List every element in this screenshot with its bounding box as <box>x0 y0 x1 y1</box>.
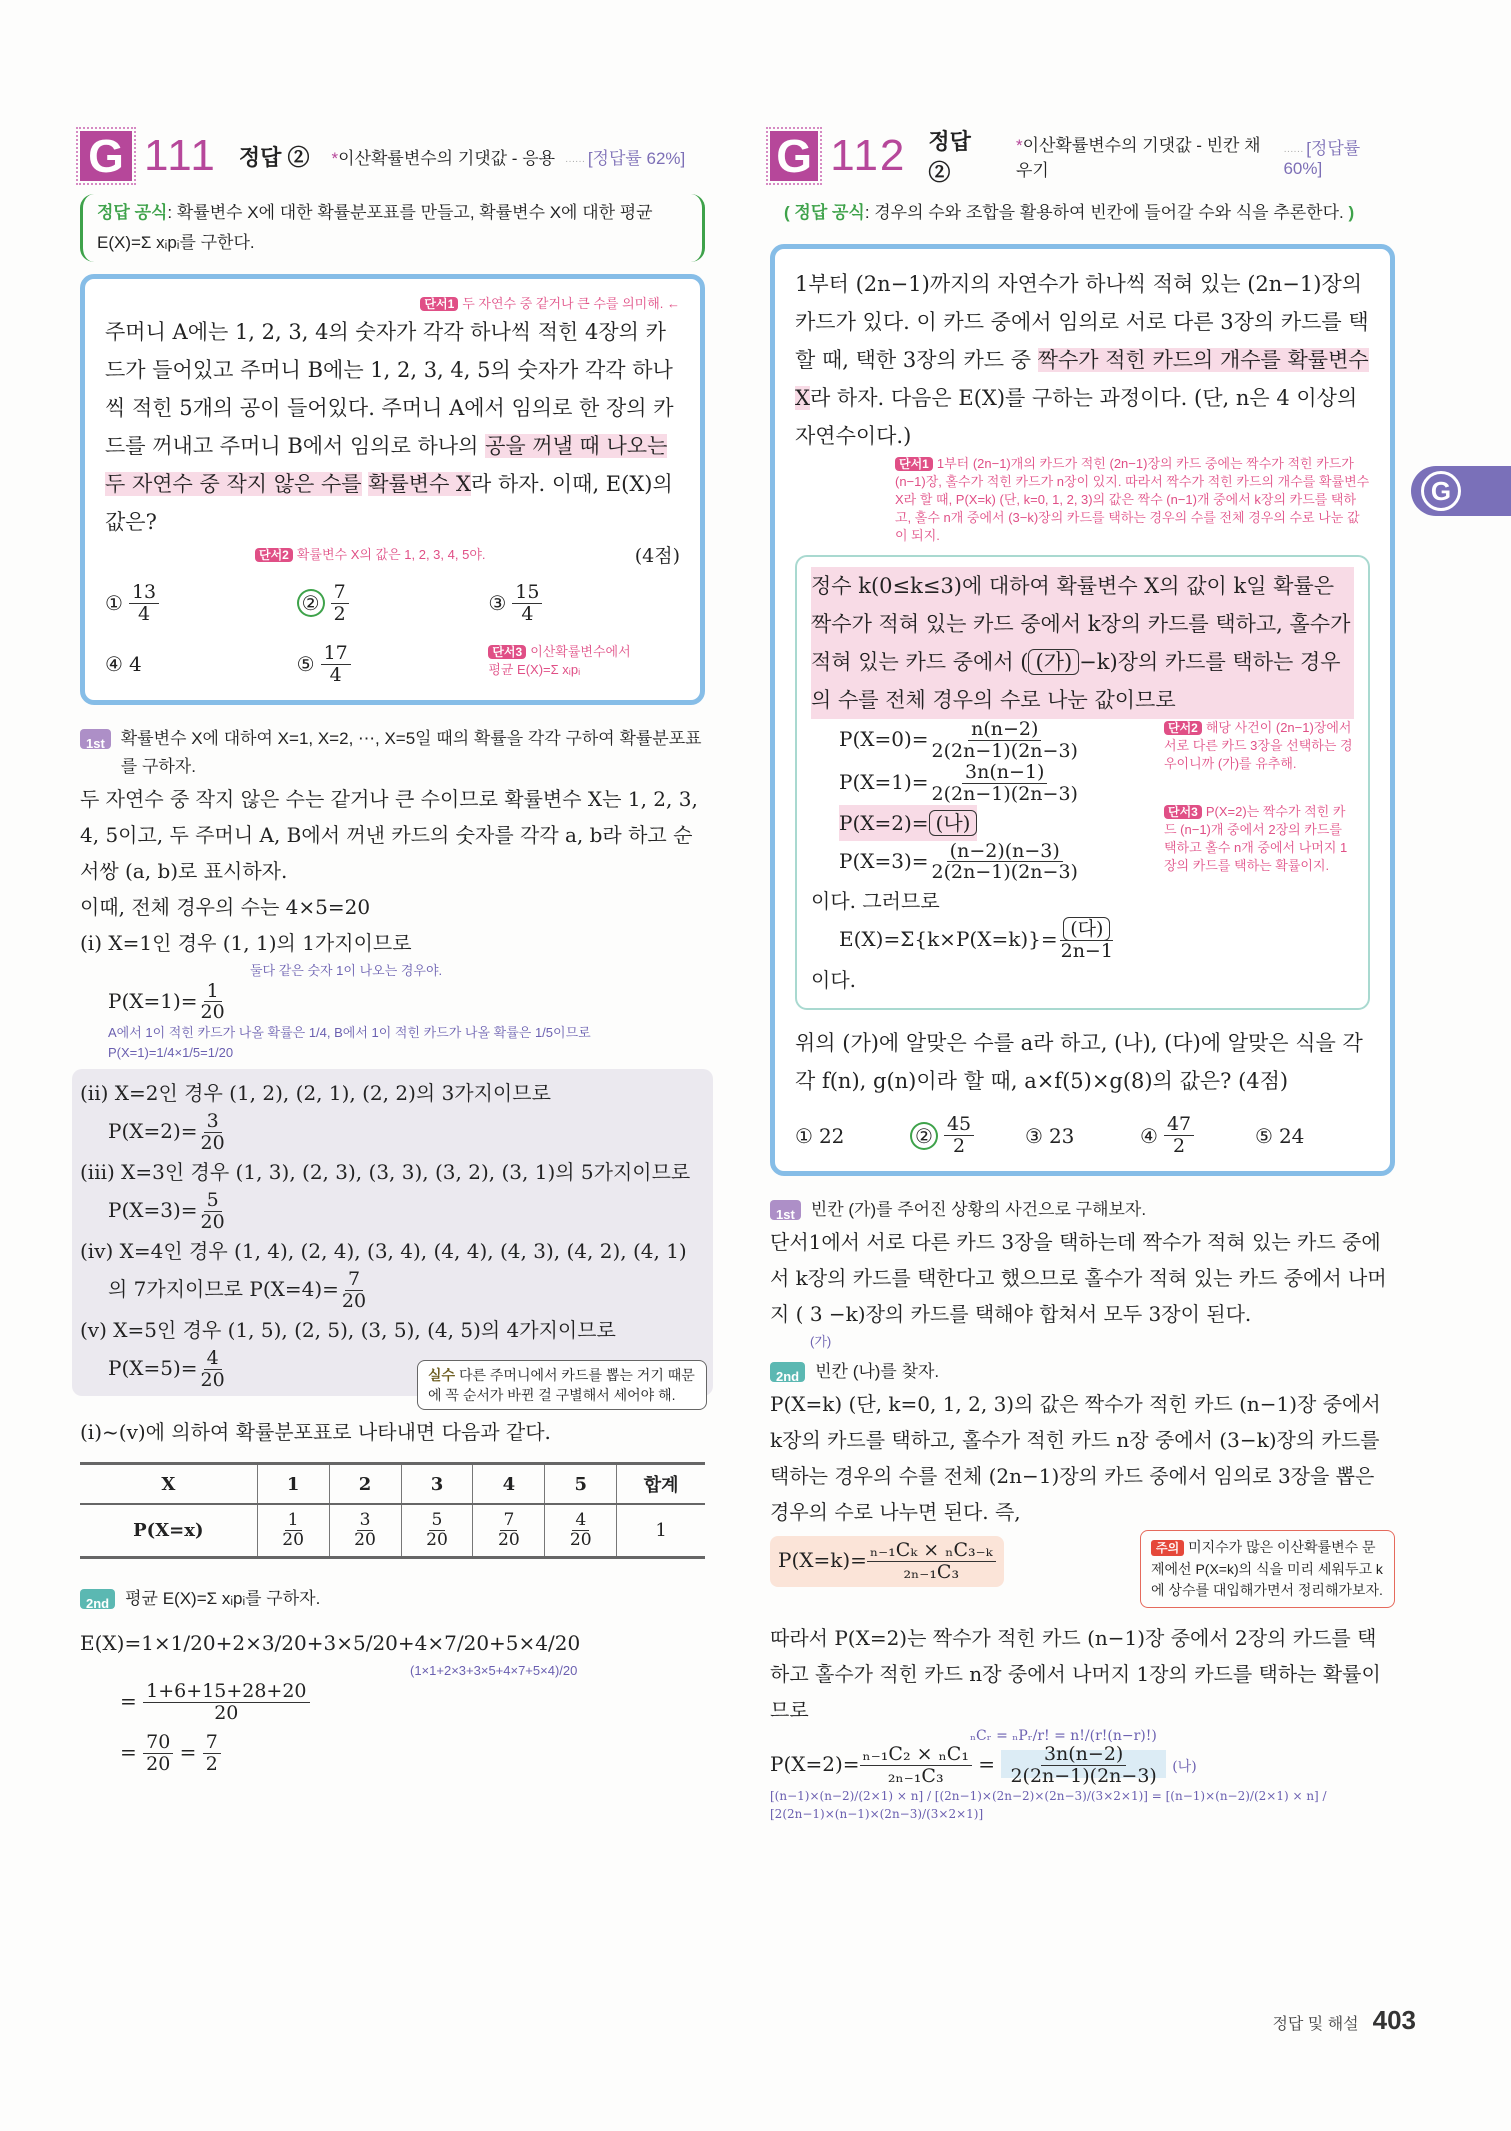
choices <box>795 1114 1370 1157</box>
hint-1: 단서1 두 자연수 중 같거나 큰 수를 의미해. ← <box>105 295 680 313</box>
problem-header: G 112 정답 ② *이산확률변수의 기댓값 - 빈칸 채우기 ······ [정답률 60%] <box>770 130 1395 182</box>
step-1: 1st 빈칸 (가)를 주어진 상황의 사건으로 구해보자. <box>770 1196 1395 1224</box>
mistake-callout: 실수 다른 주머니에서 카드를 뽑는 거기 때문에 꼭 순서가 바뀐 걸 구별해서 세어야 해. <box>417 1360 707 1410</box>
answer-label: 정답 ② <box>238 144 310 170</box>
topic: *이산확률변수의 기댓값 - 응용 <box>331 148 556 168</box>
page-footer: 정답 및 해설 403 <box>1272 2005 1416 2035</box>
points: (4점) <box>634 545 680 567</box>
star-icon: * <box>1015 136 1023 155</box>
page-number: 403 <box>1372 2005 1416 2035</box>
question-text: 주머니 A에는 1, 2, 3, 4의 숫자가 각각 하나씩 적힌 4장의 카드가 들어있고 주머니 B에는 1, 2, 3, 4, 5의 숫자가 각각 하나씩 적힌 5개의 공이 들어있다. 주머니 A에서 임의로 한 장의 카드를 꺼내고 주머니 B에서 임의로 하나의 공을 꺼낼 때 나오는 두 자연수 중 작지 않은 수를 확률변수 X라 하자. 이때, E(X)의 값은? <box>105 320 674 534</box>
solution-body-1: 두 자연수 중 작지 않은 수는 같거나 큰 수이므로 확률변수 X는 1, 2, 3, 4, 5이고, 두 주머니 A, B에서 꺼낸 카드의 숫자를 각각 a, b라 하고 순서쌍 (a, b)로 표시하자. <box>80 786 698 883</box>
step-2: 2nd 빈칸 (나)를 찾자. <box>770 1358 1395 1386</box>
choices <box>105 582 680 686</box>
choice-1[interactable]: ① $\frac{13}{4}$ <box>105 582 297 625</box>
problem-header <box>80 130 705 182</box>
derivation-box: 정수 k(0≤k≤3)에 대하여 확률변수 X의 값이 k일 확률은 짝수가 적혀 있는 카드 중에서 k장의 카드를 택하고, 홀수가 적혀 있는 카드 중에서 ( (가) −k)장의 카드를 택하는 경우의 수를 전체 경우의 수로 나눈 값이므로 P(X=0)= $\frac{n(n-2)}{2(2n-1)(2n-3)}$ P(X=1)= $\frac{3n(n-1)}{2(2n-1)(2n-3)}$ P(X=2)= (나) P(X=3)= $\frac{(n-2)(n-3)}{2(2n-1)(2n-3)}$ 단서2 해당 사건이 (2n−1)장에서 서로 다른 카드 3장을 선택하는 경우이니까 (가)를 유추해. 단서3 P(X=2)는 짝수가 적힌 카드 (n−1)개 중에서 2장의 카드를 택하고 홀수 n개 중에서 나머지 1장의 카드를 택하는 확률이지. 이다. 그러므로 E(X)=Σ{k×P(X=k)}= $\frac{\text{(다)}}{2n-1}$ 이다. <box>795 555 1370 1010</box>
problem-111: G 111 정답 ② *이산확률변수의 기댓값 - 응용 ······ [정답률 62%] 정답 공식: 확률변수 X에 대한 확률분포표를 만들고, 확률변수 X에 대한 평균 E(X)=Σ xᵢpᵢ를 구한다. 단서1 두 자연수 중 같거나 큰 수를 의미해. ← 주머니 A에는 1, 2, 3, 4의 숫자가 각각 하나씩 적힌 4장의 카드가 들어있고 주머니 B에는 1, 2, 3, 4, 5의 숫자가 각각 하나씩 적힌 5개의 공이 들어있다. 주머니 A에서 임의로 한 장의 카드를 꺼내고 주머니 B에서 임의로 하나의 공을 꺼낼 때 나오는 두 자연수 중 작지 않은 수를 확률변수 X라 하자. 이때, E(X)의 값은? 단서2 확률변수 X의 값은 1, 2, 3, 4, 5야. (4점) ① $\frac{13}{4}$ ② $\frac{7}{2}$ ③ $\frac{15}{4}$ ④ 4 ⑤ $\frac{17}{4}$ 단서3 이산확률변수에서 평균 E(X)=Σ xᵢpᵢ 1st 확률변수 X에 대하여 X=1, X=2, ⋯, X=5일 때의 확률을 각각 구하여 확률분포표를 구하자. 두 자연수 중 작지 않은 수는 같거나 큰 수이므로 확률변수 X는 1, 2, 3, 4, 5이고, 두 주머니 A, B에서 꺼낸 카드의 숫자를 각각 a, b라 하고 순서쌍 (a, b)로 표시하자. 이때, 전체 경우의 수는 4×5=20 (i) X=1인 경우 (1, 1)의 1가지이므로 둘다 같은 숫자 1이 나오는 경우야. P(X=1)= $\frac{1}{20}$ A에서 1이 적힌 카드가 나올 확률은 1/4, B에서 1이 적힌 카드가 나올 확률은 1/5이므로 P(X=1)=1/4×1/5=1/20 (ii) X=2인 경우 (1, 2), (2, 1), (2, 2)의 3가지이므로 P(X=2)= $\frac{3}{20}$ (iii) X=3인 경우 (1, 3), (2, 3), (3, 3), (3, 2), (3, 1)의 5가지이므로 P(X=3)= $\frac{5}{20}$ (iv) X=4인 경우 (1, 4), (2, 4), (3, 4), (4, 4), (4, 3), (4, 2), (4, 1) 의 7가지이므로 P(X=4)= $\frac{7}{20}$ (v) X=5인 경우 (1, 5), (2, 5), (3, 5), (4, 5)의 4가지이므로 P(X=5)= $\frac{4}{20}$ 실수 다른 주머니에서 카드를 뽑는 거기 때문에 꼭 순서가 바뀐 걸 구별해서 세어야 해. (i)~(v)에 의하여 확률분포표로 나타내면 다음과 같다. X 1 2 3 4 5 합계 P(X=x) $\frac{1}{20}$ $\frac{3}{20}$ $\frac{5}{20}$ $\frac{7}{20}$ $\frac{4}{20}$ 1 2nd 평균 E(X)=Σ xᵢpᵢ를 구하자. E(X)=1×1/20+2×3/20+3×5/20+4×7/20+5×4/20 (1×1+2×3+3×5+4×7+5×4)/20 = $\frac{1+6+15+28+20}{20}$ = $\frac{70}{20}$ = $\frac{7}{2}$ <box>80 130 705 1775</box>
case-1-prob: P(X=1)= $\frac{1}{20}$ <box>108 979 225 1024</box>
p2-calc: P(X=2)= $\frac{\text{ₙ₋₁C₂ × ₙC₁}}{\text{₂ₙ₋₁C₃}}$ = $\frac{3n(n-2)}{2(2n-1)(2n-3)}$ (나) <box>770 1742 1197 1787</box>
blank-na: (나) <box>929 810 978 836</box>
hint-2: 단서2 해당 사건이 (2n−1)장에서 서로 다른 카드 3장을 선택하는 경우이니까 (가)를 유추해. <box>1164 720 1353 771</box>
question-box: 1부터 (2n−1)까지의 자연수가 하나씩 적혀 있는 (2n−1)장의 카드가 있다. 이 카드 중에서 임의로 서로 다른 3장의 카드를 택할 때, 택한 3장의 카드 중 짝수가 적힌 카드의 개수를 확률변수 X라 하자. 다음은 E(X)를 구하는 과정이다. (단, n은 4 이상의 자연수이다.) 단서1 1부터 (2n−1)개의 카드가 적힌 (2n−1)장의 카드 중에는 짝수가 적힌 카드가 (n−1)장, 홀수가 적힌 카드가 n장이 있지. 따라서 짝수가 적힌 카드의 개수를 확률변수 X라 할 때, P(X=k) (단, k=0, 1, 2, 3)의 값은 짝수 (n−1)개 중에서 k장의 카드를 택하고, 홀수 n개 중에서 (3−k)장의 카드를 택하는 경우의 수를 전체 경우의 수로 나눈 값이 되지. 정수 k(0≤k≤3)에 대하여 확률변수 X의 값이 k일 확률은 짝수가 적혀 있는 카드 중에서 k장의 카드를 택하고, 홀수가 적혀 있는 카드 중에서 ( (가) −k)장의 카드를 택하는 경우의 수를 전체 경우의 수로 나눈 값이므로 P(X=0)= $\frac{n(n-2)}{2(2n-1)(2n-3)}$ P(X=1)= $\frac{3n(n-1)}{2(2n-1)(2n-3)}$ P(X=2)= (나) P(X=3)= $\frac{(n-2)(n-3)}{2(2n-1)(2n-3)}$ 단서2 해당 사건이 (2n−1)장에서 서로 다른 카드 3장을 선택하는 경우이니까 (가)를 유추해. 단서3 P(X=2)는 짝수가 적힌 카드 (n−1)개 중에서 2장의 카드를 택하고 홀수 n개 중에서 나머지 1장의 카드를 택하는 확률이지. 이다. 그러므로 E(X)=Σ{k×P(X=k)}= $\frac{\text{(다)}}{2n-1}$ 이다. 위의 (가)에 알맞은 수를 a라 하고, (나), (다)에 알맞은 식을 각각 f(n), g(n)이라 할 때, a×f(5)×g(8)의 값은? (4점) ① 22 ② $\frac{45}{2}$ ③ 23 ④ $\frac{47}{2}$ ⑤ 24 <box>770 244 1395 1176</box>
hint-3: 단서3 P(X=2)는 짝수가 적힌 카드 (n−1)개 중에서 2장의 카드를 택하고 홀수 n개 중에서 나머지 1장의 카드를 택하는 확률이지. <box>1164 804 1348 873</box>
case-1: (i) X=1인 경우 (1, 1)의 1가지이므로 <box>80 930 412 955</box>
star-icon: * <box>331 148 339 168</box>
choice-5[interactable]: ⑤ 24 <box>1255 1123 1305 1148</box>
hint-1: 단서1 1부터 (2n−1)개의 카드가 적힌 (2n−1)장의 카드 중에는 짝수가 적힌 카드가 (n−1)장, 홀수가 적힌 카드가 n장이 있지. 따라서 짝수가 적힌 카드의 개수를 확률변수 X라 할 때, P(X=k) (단, k=0, 1, 2, 3)의 값은 짝수 (n−1)개 중에서 k장의 카드를 택하고, 홀수 n개 중에서 (3−k)장의 카드를 택하는 경우의 수를 전체 경우의 수로 나눈 값이 되지. <box>895 456 1370 543</box>
choice-3[interactable]: ③ $\frac{15}{4}$ <box>488 582 680 625</box>
choice-4[interactable]: ④ 4 <box>105 652 142 677</box>
question-box <box>80 274 705 705</box>
choice-4[interactable]: ④ $\frac{47}{2}$ <box>1140 1114 1255 1157</box>
problem-number: 111 <box>144 131 217 180</box>
answer-formula: ( 정답 공식: 경우의 수와 조합을 활용하여 빈칸에 들어갈 수와 식을 추론한다. ) <box>784 203 1355 222</box>
problem-112: G 112 정답 ② *이산확률변수의 기댓값 - 빈칸 채우기 ······ [정답률 60%] ( 정답 공식: 경우의 수와 조합을 활용하여 빈칸에 들어갈 수와 식을 추론한다. ) 1부터 (2n−1)까지의 자연수가 하나씩 적혀 있는 (2n−1)장의 카드가 있다. 이 카드 중에서 임의로 서로 다른 3장의 카드를 택할 때, 택한 3장의 카드 중 짝수가 적힌 카드의 개수를 확률변수 X라 하자. 다음은 E(X)를 구하는 과정이다. (단, n은 4 이상의 자연수이다.) 단서1 1부터 (2n−1)개의 카드가 적힌 (2n−1)장의 카드 중에는 짝수가 적힌 카드가 (n−1)장, 홀수가 적힌 카드가 n장이 있지. 따라서 짝수가 적힌 카드의 개수를 확률변수 X라 할 때, P(X=k) (단, k=0, 1, 2, 3)의 값은 짝수 (n−1)개 중에서 k장의 카드를 택하고, 홀수 n개 중에서 (3−k)장의 카드를 택하는 경우의 수를 전체 경우의 수로 나눈 값이 되지. 정수 k(0≤k≤3)에 대하여 확률변수 X의 값이 k일 확률은 짝수가 적혀 있는 카드 중에서 k장의 카드를 택하고, 홀수가 적혀 있는 카드 중에서 ( (가) −k)장의 카드를 택하는 경우의 수를 전체 경우의 수로 나눈 값이므로 P(X=0)= $\frac{n(n-2)}{2(2n-1)(2n-3)}$ P(X=1)= $\frac{3n(n-1)}{2(2n-1)(2n-3)}$ P(X=2)= (나) P(X=3)= $\frac{(n-2)(n-3)}{2(2n-1)(2n-3)}$ 단서2 해당 사건이 (2n−1)장에서 서로 다른 카드 3장을 선택하는 경우이니까 (가)를 유추해. 단서3 P(X=2)는 짝수가 적힌 카드 (n−1)개 중에서 2장의 카드를 택하고 홀수 n개 중에서 나머지 1장의 카드를 택하는 확률이지. 이다. 그러므로 E(X)=Σ{k×P(X=k)}= $\frac{\text{(다)}}{2n-1}$ 이다. 위의 (가)에 알맞은 수를 a라 하고, (나), (다)에 알맞은 식을 각각 f(n), g(n)이라 할 때, a×f(5)×g(8)의 값은? (4점) ① 22 ② $\frac{45}{2}$ ③ 23 ④ $\frac{47}{2}$ ⑤ 24 1st 빈칸 (가)를 주어진 상황의 사건으로 구해보자. 단서1에서 서로 다른 카드 3장을 택하는데 짝수가 적혀 있는 카드 중에서 k장의 카드를 택한다고 했으므로 홀수가 적혀 있는 카드 중에서 나머지 ( 3 −k)장의 카드를 택해야 합쳐서 모두 3장이 된다. (가) 2nd 빈칸 (나)를 찾자. P(X=k) (단, k=0, 1, 2, 3)의 값은 짝수가 적힌 카드 (n−1)장 중에서 k장의 카드를 택하고, 홀수가 적힌 카드 n장 중에서 (3−k)장의 카드를 택하는 경우의 수를 전체 (2n−1)장의 카드 중에서 임의로 3장을 뽑은 경우의 수로 나누면 된다. 즉, P(X=k)= $\frac{\text{ₙ₋₁Cₖ × ₙC₃₋ₖ}}{\text{₂ₙ₋₁C₃}}$ 주의 미지수가 많은 이산확률변수 문제에선 P(X=k)의 식을 미리 세워두고 k에 상수를 대입해가면서 정리해가보자. 따라서 P(X=2)는 짝수가 적힌 카드 (n−1)장 중에서 2장의 카드를 택하고 홀수가 적힌 카드 n장 중에서 나머지 1장의 카드를 택하는 확률이므로 ₙCᵣ = ₙPᵣ/r! = n!/(r!(n−r)!) P(X=2)= $\frac{\text{ₙ₋₁C₂ × ₙC₁}}{\text{₂ₙ₋₁C₃}}$ = $\frac{3n(n-2)}{2(2n-1)(2n-3)}$ (나) [(n−1)×(n−2)/(2×1) × n] / [(2n−1)×(2n−2)×(2n−3)/(3×2×1)] = [(n−1)×(n−2)/(2×1) × n] / [2(2n−1)×(n−1)×(2n−3)/(3×2×1)] <box>770 130 1395 1823</box>
choice-3[interactable]: ③ 23 <box>1025 1123 1075 1148</box>
expectation-line-1: E(X)=1×1/20+2×3/20+3×5/20+4×7/20+5×4/20 <box>80 1631 581 1656</box>
table-intro: (i)~(v)에 의하여 확률분포표로 나타내면 다음과 같다. <box>80 1420 551 1445</box>
expectation-note: (1×1+2×3+3×5+4×7+5×4)/20 <box>410 1663 578 1679</box>
hint-2: 단서2 확률변수 X의 값은 1, 2, 3, 4, 5야. <box>255 546 486 564</box>
cases-2-5: (ii) X=2인 경우 (1, 2), (2, 1), (2, 2)의 3가지이므로 P(X=2)= $\frac{3}{20}$ (iii) X=3인 경우 (1, 3), (2, 3), (3, 3), (3, 2), (3, 1)의 5가지이므로 P(X=3)= $\frac{5}{20}$ (iv) X=4인 경우 (1, 4), (2, 4), (3, 4), (4, 4), (4, 3), (4, 2), (4, 1) 의 7가지이므로 P(X=4)= $\frac{7}{20}$ (v) X=5인 경우 (1, 5), (2, 5), (3, 5), (4, 5)의 4가지이므로 P(X=5)= $\frac{4}{20}$ 실수 다른 주머니에서 카드를 뽑는 거기 때문에 꼭 순서가 바뀐 걸 구별해서 세어야 해. <box>72 1069 713 1396</box>
answer-formula: 정답 공식: 확률변수 X에 대한 확률분포표를 만들고, 확률변수 X에 대한 평균 E(X)=Σ xᵢpᵢ를 구한다. <box>80 194 705 262</box>
step-1: 1st 확률변수 X에 대하여 X=1, X=2, ⋯, X=5일 때의 확률을 각각 구하여 확률분포표를 구하자. <box>80 725 705 781</box>
blank-ga: (가) <box>1028 649 1079 675</box>
solution-body-2: 이때, 전체 경우의 수는 4×5=20 <box>80 894 371 919</box>
section-letter: G <box>80 131 132 181</box>
step-2: 2nd 평균 E(X)=Σ xᵢpᵢ를 구하자. <box>80 1585 705 1613</box>
section-tab-g[interactable]: G <box>1411 466 1511 516</box>
choice-1[interactable]: ① 22 <box>795 1123 845 1148</box>
choice-2-selected[interactable]: ② $\frac{45}{2}$ <box>910 1114 1025 1157</box>
distribution-table: X 1 2 3 4 5 합계 P(X=x) $\frac{1}{20}$ $\frac{3}{20}$ $\frac{5}{20}$ $\frac{7}{20}$ $\frac{4}{20}$ 1 <box>80 1462 705 1559</box>
hint-3: 단서3 이산확률변수에서 평균 E(X)=Σ xᵢpᵢ <box>488 643 631 677</box>
choice-2-selected[interactable]: ② $\frac{7}{2}$ <box>297 582 489 625</box>
pk-formula: P(X=k)= $\frac{\text{ₙ₋₁Cₖ × ₙC₃₋ₖ}}{\text{₂ₙ₋₁C₃}}$ <box>770 1536 1004 1587</box>
blank-da: (다) <box>1063 917 1110 941</box>
correct-rate: ······ [정답률 62%] <box>565 144 685 169</box>
warning-callout: 주의 미지수가 많은 이산확률변수 문제에선 P(X=k)의 식을 미리 세워두고 k에 상수를 대입해가면서 정리해가보자. <box>1140 1530 1395 1608</box>
choice-5[interactable]: ⑤ $\frac{17}{4}$ <box>297 643 489 686</box>
